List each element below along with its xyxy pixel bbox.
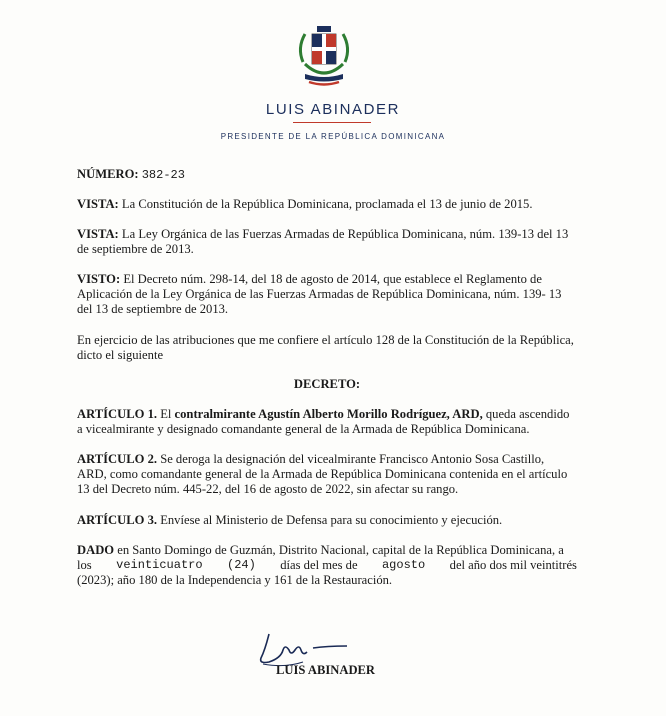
article-1-label: ARTÍCULO 1. xyxy=(77,407,158,421)
coat-of-arms-icon xyxy=(293,22,355,88)
visto xyxy=(77,272,577,317)
president-name: LUIS ABINADER xyxy=(265,101,401,118)
number-value: 382-23 xyxy=(141,168,185,182)
article-2-line-1: Se deroga la designación del vicealmirante Francisco Antonio Sosa Castillo, xyxy=(160,452,545,466)
dado-day-number: (24) xyxy=(227,558,256,572)
dado-day-words: veinticuatro xyxy=(116,558,203,572)
vista-2-line-2: de septiembre de 2013. xyxy=(77,242,194,256)
decree-number xyxy=(77,167,577,183)
article-2-line-2: ARD, como comandante general de la Armada de República Dominicana contenida en el artículo xyxy=(77,467,568,481)
dado-end: del año dos mil veintitrés xyxy=(449,558,577,572)
signature-name: LUIS ABINADER xyxy=(276,663,376,677)
president-title: PRESIDENTE DE LA REPÚBLICA DOMINICANA xyxy=(220,132,446,141)
number-label: NÚMERO: xyxy=(77,167,139,181)
vista-1-label: VISTA: xyxy=(77,197,119,211)
article-3-text: Envíese al Ministerio de Defensa para su conocimiento y ejecución. xyxy=(160,513,503,527)
article-1-pre: El xyxy=(160,407,172,421)
visto-line-3: del 13 de septiembre de 2013. xyxy=(77,302,229,316)
header-divider xyxy=(293,122,371,123)
dado-label: DADO xyxy=(77,543,115,557)
visto-line-1: El Decreto núm. 298-14, del 18 de agosto de 2014, que establece el Reglamento de xyxy=(123,272,542,286)
signature-icon xyxy=(255,628,375,668)
ejercicio-line-1: En ejercicio de las atribuciones que me confiere el artículo 128 de la Constitución de la República, xyxy=(77,333,574,347)
article-2 xyxy=(77,452,577,497)
dado-los: los xyxy=(77,558,92,572)
dado-line-1: en Santo Domingo de Guzmán, Distrito Nacional, capital de la República Dominicana, a xyxy=(117,543,564,557)
vista-1-text: La Constitución de la República Dominicana, proclamada el 13 de junio de 2015. xyxy=(121,197,533,211)
article-2-line-3: 13 del Decreto núm. 445-22, del 16 de agosto de 2022, sin afectar su rango. xyxy=(77,482,459,496)
visto-line-2: Aplicación de la Ley Orgánica de las Fuerzas Armadas de República Dominicana, núm. 139- 13 xyxy=(77,287,562,301)
article-3-label: ARTÍCULO 3. xyxy=(77,513,158,527)
ejercicio-line-2: dicto el siguiente xyxy=(77,348,164,362)
vista-2-label: VISTA: xyxy=(77,227,119,241)
article-2-label: ARTÍCULO 2. xyxy=(77,452,158,466)
article-1-post: queda ascendido xyxy=(485,407,570,421)
vista-2-line-1: La Ley Orgánica de las Fuerzas Armadas de República Dominicana, núm. 139-13 del 13 xyxy=(121,227,569,241)
article-1-line-2: a vicealmirante y designado comandante general de la Armada de República Dominicana. xyxy=(77,422,530,436)
visto-label: VISTO: xyxy=(77,272,121,286)
article-1-bold: contralmirante Agustín Alberto Morillo Rodríguez, ARD, xyxy=(174,407,483,421)
decreto-heading: DECRETO: xyxy=(293,377,361,391)
vista-1 xyxy=(77,197,577,212)
dado-month: agosto xyxy=(381,558,426,572)
dado-line-3: (2023); año 180 de la Independencia y 161 de la Restauración. xyxy=(77,573,393,587)
ejercicio xyxy=(77,333,577,363)
dado-mid: días del mes de xyxy=(280,558,358,572)
vista-2 xyxy=(77,227,577,257)
article-3 xyxy=(77,513,577,528)
dado xyxy=(77,543,577,588)
article-1 xyxy=(77,407,577,437)
dado-line-2 xyxy=(77,558,577,573)
